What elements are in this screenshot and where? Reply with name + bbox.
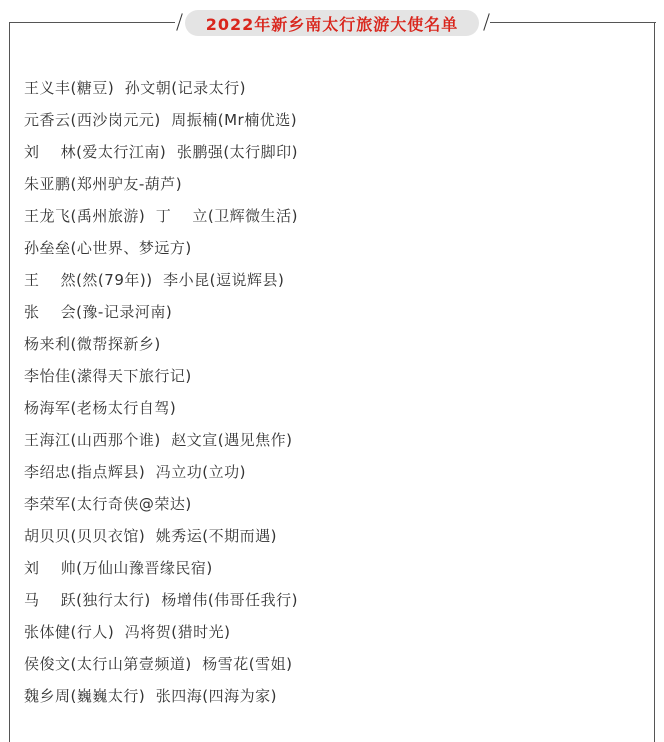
list-item: 侯俊文(太行山第壹频道) 杨雪花(雪姐) bbox=[24, 655, 293, 673]
list-item: 刘 林(爱太行江南) 张鹏强(太行脚印) bbox=[24, 143, 299, 161]
list-item: 王海江(山西那个谁) 赵文宣(遇见焦作) bbox=[24, 431, 293, 449]
frame-top-line-left bbox=[9, 22, 175, 23]
list-item: 王龙飞(禹州旅游) 丁 立(卫辉微生活) bbox=[24, 207, 299, 225]
list-item: 张 会(豫-记录河南) bbox=[24, 303, 173, 321]
list-item: 马 跃(独行太行) 杨增伟(伟哥任我行) bbox=[24, 591, 299, 609]
list-item: 张体健(行人) 冯将贺(猎时光) bbox=[24, 623, 231, 641]
list-item: 李荣军(太行奇侠@荣达) bbox=[24, 495, 192, 513]
list-item: 元香云(西沙岗元元) 周振楠(Mr楠优选) bbox=[24, 111, 298, 129]
list-item: 胡贝贝(贝贝衣馆) 姚秀运(不期而遇) bbox=[24, 527, 277, 545]
list-item: 李怡佳(潆得天下旅行记) bbox=[24, 367, 192, 385]
list-item: 王义丰(糖豆) 孙文朝(记录太行) bbox=[24, 79, 246, 97]
frame-top-line-right bbox=[490, 22, 656, 23]
list-item: 王 然(然(79年)) 李小昆(逗说辉县) bbox=[24, 271, 285, 289]
page-title: 2022年新乡南太行旅游大使名单 bbox=[205, 14, 459, 34]
list-item: 李绍忠(指点辉县) 冯立功(立功) bbox=[24, 463, 246, 481]
list-item: 孙垒垒(心世界、梦远方) bbox=[24, 239, 192, 257]
list-item: 朱亚鹏(郑州驴友-葫芦) bbox=[24, 175, 183, 193]
title-badge bbox=[185, 10, 479, 36]
list-item: 魏乡周(巍巍太行) 张四海(四海为家) bbox=[24, 687, 277, 705]
ambassador-list bbox=[24, 72, 298, 712]
list-item: 杨海军(老杨太行自驾) bbox=[24, 399, 177, 417]
list-item: 刘 帅(万仙山豫晋缘民宿) bbox=[24, 559, 213, 577]
list-item: 杨来利(微帮探新乡) bbox=[24, 335, 161, 353]
